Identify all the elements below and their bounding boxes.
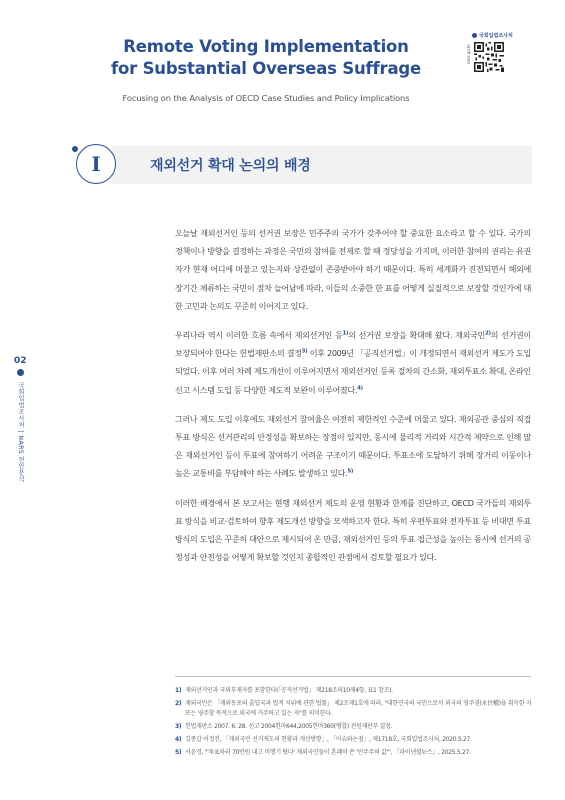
footnote-number: 2): [175, 700, 182, 707]
footnote-text: 재외선거인과 국외부재자를 포함한다(「공직선거법」 제218조의10제4항, 표1 참조).: [185, 687, 393, 694]
chapter-band: [112, 146, 532, 184]
footnote-item: [175, 686, 535, 696]
footnote-item: [175, 748, 535, 758]
footnote-divider: [175, 676, 531, 677]
side-dot-icon: [17, 369, 24, 376]
paragraph-2-text-4: 이후 2009년 「공직선거법」이 개정되면서 재외선거 제도가 도입되었다. 이후 여러 차례 제도개선이 이루어지면서 재외선거인 등록 절차의 간소화, 재외투표소 확대, 온라인 신고 시스템 도입 등 다양한 제도적 보완이 이루어졌다.: [175, 348, 531, 395]
footnote-ref-1[interactable]: 1): [342, 330, 349, 337]
report-subtitle: Focusing on the Analysis of OECD Case Studies and Policy Implications: [122, 93, 410, 103]
chapter-dot-icon: [72, 146, 78, 152]
footnote-number: 1): [175, 687, 182, 694]
footnote-ref-4[interactable]: 4): [357, 384, 363, 391]
report-title-line-1: Remote Voting Implementation: [123, 37, 409, 56]
nars-logo-icon: [472, 33, 477, 38]
side-publisher-text: 국회입법조사처 | NARS 현안분석: [17, 382, 24, 483]
footnote-text: 서윤경, "'투표하러 70만원 내고 비행기 탔다' 재외국민들이 혼쾌히 쓴 '민주주의 값'", 「파이낸셜뉴스」, 2025.5.27.: [185, 749, 471, 756]
paragraph-2-text-1: 우리나라 역시 이러한 흐름 속에서 재외선거인 등: [175, 330, 343, 341]
paragraph-3-text-1: 그러나 제도 도입 이후에도 재외선거 참여율은 여전히 제한적인 수준에 머물고 있다. 재외공관 중심의 직접투표 방식은 선거관리의 안정성을 확보하는 장점이 있지만, 동시에 물리적 거리와 시간적 제약으로 인해 많은 재외선거인 등이 투표에 참여하기 어려운 구조이기 때문이다. 투표소에 도달하기 위해 장거리 이동이나 높은 교통비를 부담해야 하는 사례도 발생하고 있다.: [175, 413, 531, 479]
footnote-number: 4): [175, 736, 182, 743]
footnote-ref-3[interactable]: 3): [301, 348, 308, 355]
chapter-number-badge: I: [76, 144, 116, 184]
nars-logo-text: 국회입법조사처: [479, 33, 513, 39]
footnotes: [175, 686, 535, 761]
chapter-heading: [72, 142, 532, 188]
page-number: 02: [14, 356, 27, 366]
body-text: [175, 224, 531, 577]
paragraph-3: [175, 410, 531, 483]
nars-logo: [472, 32, 513, 39]
paragraph-2-text-3: 의 선거권이 보장되어야 한다는 헌법재판소의 결정: [175, 330, 531, 359]
qr-url: nars.go.kr: [466, 44, 471, 65]
report-title-line-2: for Substantial Overseas Suffrage: [111, 59, 421, 78]
report-title-block: [60, 36, 472, 103]
qr-code-icon[interactable]: [474, 42, 504, 72]
paragraph-1: 오늘날 재외선거인 등의 선거권 보장은 민주주의 국가가 갖추어야 할 중요한 요소라고 할 수 있다. 국가의 정책이나 방향을 결정하는 과정은 국민의 참여를 전제로 할 때 정당성을 가지며, 이러한 참여의 권리는 유권자가 현재 어디에 머물고 있는지와 상관없이 존중받아야 하기 때문이다. 특히 세계화가 진전되면서 해외에 장기간 체류하는 국민이 점차 늘어남에 따라, 이들의 소중한 한 표를 어떻게 실질적으로 보장할 것인가에 대한 고민과 논의도 꾸준히 이어지고 있다.: [175, 228, 531, 311]
chapter-title: 재외선거 확대 논의의 배경: [150, 158, 311, 174]
footnote-text: 김종갑·이정진, 「재외국민 선거제도의 현황과 개선방향」, 「이슈와논점」, 제1718호, 국회입법조사처, 2020.5.27.: [185, 736, 472, 743]
footnote-text: 헌법재판소 2007. 6. 28. 선고 2004헌마644,2005헌마360(병합) 전원재판부 결정.: [185, 723, 393, 730]
footnote-item: [175, 699, 535, 719]
footnote-item: [175, 735, 535, 745]
footnote-item: [175, 722, 535, 732]
footnote-number: 5): [175, 749, 182, 756]
footnote-ref-5[interactable]: 5): [347, 468, 354, 475]
paragraph-2-text-2: 의 선거권 보장을 확대해 왔다. 재외국민: [348, 330, 485, 341]
paragraph-4: 이러한 배경에서 본 보고서는 현행 재외선거 제도의 운영 현황과 한계를 진단하고, OECD 국가들의 재외투표 방식을 비교·검토하여 향후 제도개선 방향을 모색하고자 한다. 특히 우편투표와 전자투표 등 비대면 투표방식의 도입은 꾸준히 대안으로 제시되어 온 만큼, 재외선거인 등의 투표 접근성을 높이는 동시에 선거의 공정성과 안전성을 어떻게 확보할 것인지 종합적인 관점에서 검토할 필요가 있다.: [175, 497, 531, 563]
side-margin: [12, 356, 42, 483]
paragraph-2: [175, 326, 531, 399]
footnote-text: 재외국민은 「재외동포의 출입국과 법적 지위에 관한 법률」 제2조제1호에 따라, "대한민국의 국민으로서 외국의 영주권(永住權)을 취득한 자 또는 영주할 목적으로 외국에 거주하고 있는 자"를 의미한다.: [185, 700, 532, 717]
footnote-number: 3): [175, 723, 182, 730]
footnote-ref-2[interactable]: 2): [484, 330, 491, 337]
